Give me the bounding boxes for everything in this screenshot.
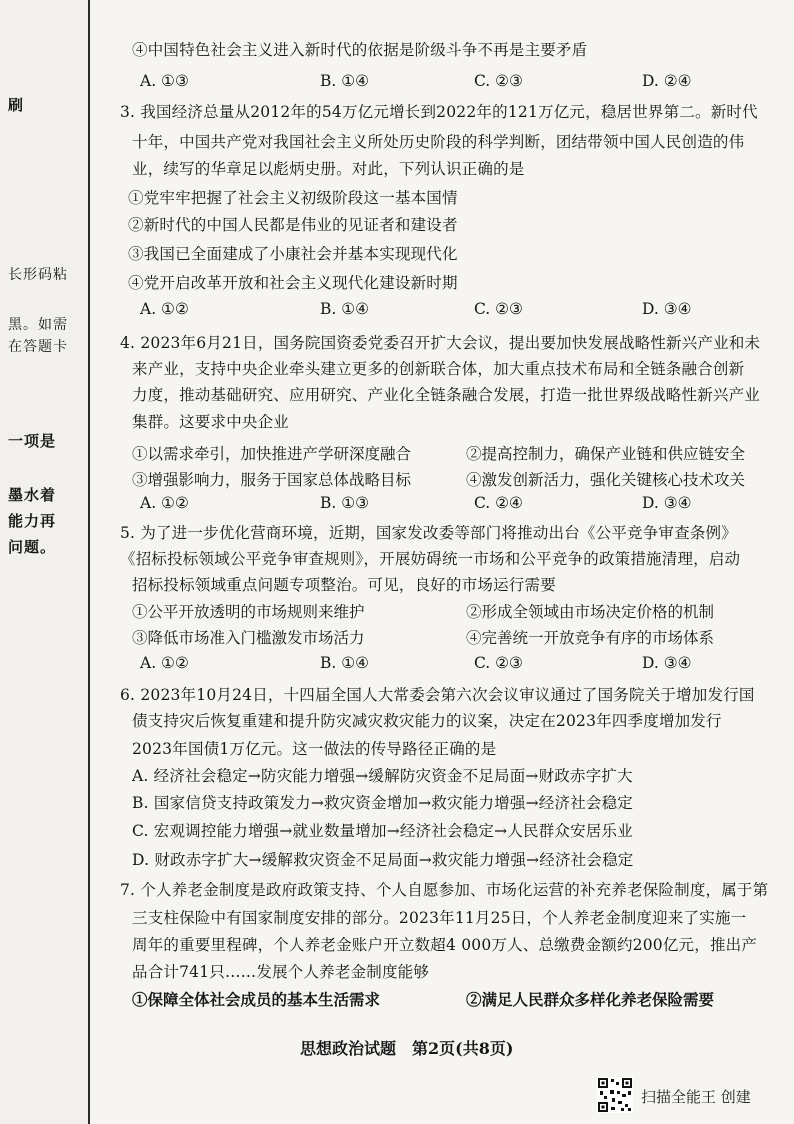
q6-option-c: C. 宏观调控能力增强→就业数量增加→经济社会稳定→人民群众安居乐业 bbox=[132, 822, 633, 840]
option-a: A. ①② bbox=[140, 494, 189, 512]
option-c: C. ②③ bbox=[474, 654, 523, 672]
q4-stem-line: 4. 2023年6月21日，国务院国资委党委召开扩大会议，提出要加快发展战略性新兴产业和未 bbox=[120, 334, 761, 352]
q3-item-1: ①党牢牢把握了社会主义初级阶段这一基本国情 bbox=[128, 189, 458, 207]
q4-item-4: ④激发创新活力，强化关键核心技术攻关 bbox=[466, 471, 746, 489]
q4-options bbox=[134, 494, 734, 516]
option-c: C. ②③ bbox=[474, 300, 523, 318]
margin-fragment: 长形码粘 bbox=[8, 267, 68, 283]
q5-item-2: ②形成全领域由市场决定价格的机制 bbox=[466, 603, 715, 621]
margin-fragment: 能力再 bbox=[8, 512, 57, 530]
q4-stem-line: 来产业，支持中央企业牵头建立更多的创新联合体，加大重点技术布局和全链条融合创新 bbox=[132, 360, 745, 378]
q6-option-b: B. 国家信贷支持政策发力→救灾资金增加→救灾能力增强→经济社会稳定 bbox=[132, 794, 634, 812]
q2-item-4: ④中国特色社会主义进入新时代的依据是阶级斗争不再是主要矛盾 bbox=[132, 41, 588, 59]
page-footer: 思想政治试题 第2页(共8页) bbox=[300, 1039, 514, 1058]
q2-options bbox=[134, 72, 734, 94]
option-a: A. ①② bbox=[140, 300, 189, 318]
q4-item-2: ②提高控制力，确保产业链和供应链安全 bbox=[466, 445, 746, 463]
q5-item-1: ①公平开放透明的市场规则来维护 bbox=[132, 603, 365, 621]
option-d: D. ②④ bbox=[642, 72, 692, 90]
binding-margin bbox=[0, 0, 90, 1124]
q5-stem-line: 《招标投标领域公平竞争审查规则》，开展妨碍统一市场和公平竞争的政策措施清理，启动 bbox=[120, 550, 741, 568]
q4-item-1: ①以需求牵引，加快推进产学研深度融合 bbox=[132, 445, 412, 463]
q3-item-3: ③我国已全面建成了小康社会并基本实现现代化 bbox=[128, 245, 458, 263]
q3-options bbox=[134, 300, 734, 322]
option-b: B. ①④ bbox=[320, 654, 370, 672]
option-c: C. ②④ bbox=[474, 494, 523, 512]
q5-items-row bbox=[132, 626, 772, 648]
q4-stem-line: 力度，推动基础研究、应用研究、产业化全链条融合发展，打造一批世界级战略性新兴产业 bbox=[132, 386, 761, 404]
q5-stem-line: 5. 为了进一步优化营商环境，近期，国家发改委等部门将推动出台《公平竞争审查条例》 bbox=[120, 524, 737, 542]
option-b: B. ①④ bbox=[320, 300, 370, 318]
q7-item-1: ①保障全体社会成员的基本生活需求 bbox=[132, 990, 381, 1009]
q6-option-d: D. 财政赤字扩大→缓解救灾资金不足局面→救灾能力增强→经济社会稳定 bbox=[132, 851, 634, 869]
margin-fragment: 问题。 bbox=[8, 538, 57, 556]
q5-items-row bbox=[132, 600, 772, 622]
option-a: A. ①② bbox=[140, 654, 189, 672]
q5-stem-line: 招标投标领域重点问题专项整治。可见，良好的市场运行需要 bbox=[132, 576, 556, 594]
q6-option-a: A. 经济社会稳定→防灾能力增强→缓解防灾资金不足局面→财政赤字扩大 bbox=[132, 767, 633, 785]
q6-stem-line: 2023年国债1万亿元。这一做法的传导路径正确的是 bbox=[132, 740, 497, 758]
q7-item-2: ②满足人民群众多样化养老保险需要 bbox=[466, 990, 715, 1009]
q4-items-row bbox=[132, 468, 772, 490]
option-d: D. ③④ bbox=[642, 494, 692, 512]
q3-item-4: ④党开启改革开放和社会主义现代化建设新时期 bbox=[128, 274, 458, 292]
margin-fragment: 黑。如需 bbox=[8, 317, 68, 333]
q3-stem-line: 3. 我国经济总量从2012年的54万亿元增长到2022年的121万亿元，稳居世界第二。新时代 bbox=[120, 103, 758, 121]
scanner-app-label: 扫描全能王 创建 bbox=[641, 1088, 751, 1106]
q3-item-2: ②新时代的中国人民都是伟业的见证者和建设者 bbox=[128, 216, 458, 234]
q4-item-3: ③增强影响力，服务于国家总体战略目标 bbox=[132, 471, 412, 489]
option-d: D. ③④ bbox=[642, 300, 692, 318]
q7-stem-line: 7. 个人养老金制度是政府政策支持、个人自愿参加、市场化运营的补充养老保险制度，属于第 bbox=[120, 881, 769, 899]
q6-stem-line: 债支持灾后恢复重建和提升防灾减灾救灾能力的议案，决定在2023年四季度增加发行 bbox=[132, 712, 722, 730]
q7-items-row bbox=[132, 988, 772, 1010]
q5-item-4: ④完善统一开放竞争有序的市场体系 bbox=[466, 629, 715, 647]
option-a: A. ①③ bbox=[140, 72, 189, 90]
margin-fragment: 墨水着 bbox=[8, 486, 57, 504]
margin-fragment: 刷 bbox=[8, 96, 25, 114]
q3-stem-line: 业，续写的华章足以彪炳史册。对此，下列认识正确的是 bbox=[132, 160, 525, 178]
qr-code-icon bbox=[597, 1077, 633, 1113]
q6-stem-line: 6. 2023年10月24日，十四届全国人大常委会第六次会议审议通过了国务院关于增加发行国 bbox=[120, 686, 755, 704]
q7-stem-line: 周年的重要里程碑，个人养老金账户开立数超4 000万人、总缴费金额约200亿元，推出产 bbox=[132, 936, 758, 954]
q5-options bbox=[134, 654, 734, 676]
q5-item-3: ③降低市场准入门槛激发市场活力 bbox=[132, 629, 365, 647]
margin-fragment: 在答题卡 bbox=[8, 339, 68, 355]
option-b: B. ①③ bbox=[320, 494, 370, 512]
option-c: C. ②③ bbox=[474, 72, 523, 90]
q4-items-row bbox=[132, 442, 772, 464]
q4-stem-line: 集群。这要求中央企业 bbox=[132, 413, 290, 431]
q3-stem-line: 十年，中国共产党对我国社会主义所处历史阶段的科学判断，团结带领中国人民创造的伟 bbox=[132, 133, 745, 151]
q7-stem-line: 品合计741只……发展个人养老金制度能够 bbox=[132, 963, 430, 981]
margin-fragment: 一项是 bbox=[8, 432, 57, 450]
option-b: B. ①④ bbox=[320, 72, 370, 90]
option-d: D. ③④ bbox=[642, 654, 692, 672]
q7-stem-line: 三支柱保险中有国家制度安排的部分。2023年11月25日，个人养老金制度迎来了实施一 bbox=[132, 909, 747, 927]
